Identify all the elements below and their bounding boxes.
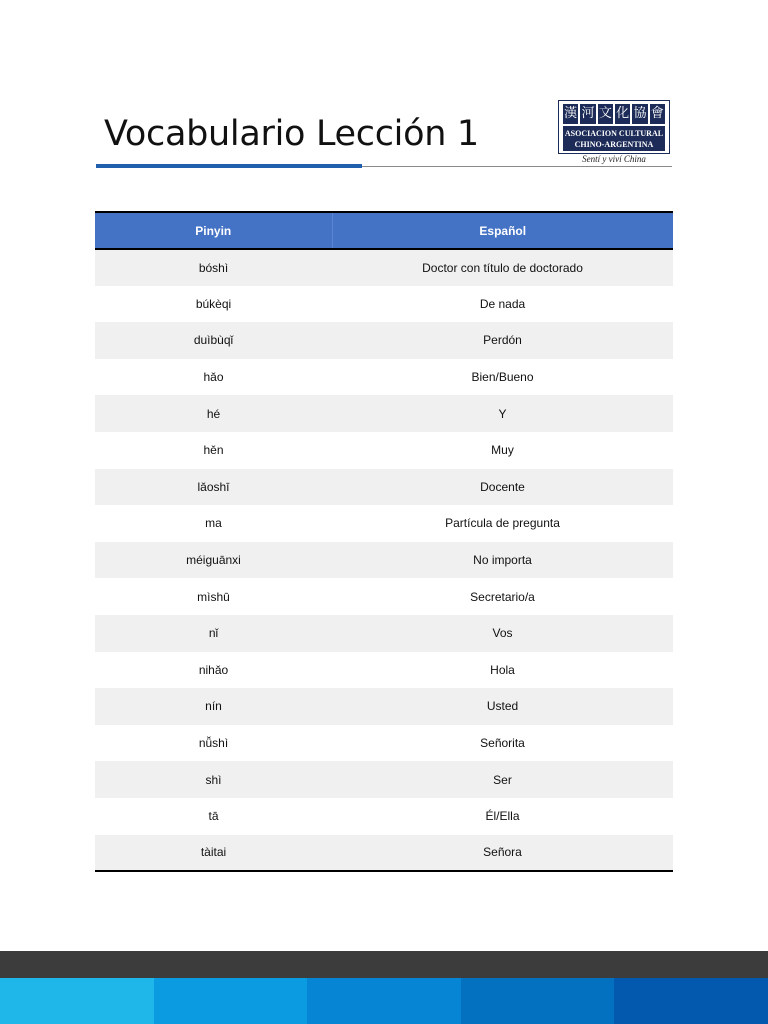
table-row [95,469,673,506]
table-row [95,359,673,396]
logo-char: 協 [632,104,647,124]
table-row [95,835,673,872]
espanol-cell: Partícula de pregunta [332,505,673,542]
espanol-cell: Secretario/a [332,578,673,615]
espanol-cell: De nada [332,286,673,323]
logo-char: 漢 [563,104,578,124]
espanol-cell: Muy [332,432,673,469]
pinyin-cell: nín [95,688,332,725]
footer-blue-segment [614,978,768,1024]
pinyin-cell: shì [95,761,332,798]
logo-frame [558,100,670,154]
logo-line-1: ASOCIACION CULTURAL [564,128,664,138]
footer-blue-segment [307,978,461,1024]
table-row [95,761,673,798]
table-header-row [95,212,673,249]
table-row [95,615,673,652]
table-row [95,725,673,762]
pinyin-cell: ma [95,505,332,542]
espanol-cell: Ser [332,761,673,798]
table-row [95,322,673,359]
pinyin-cell: hǎo [95,359,332,396]
column-header-pinyin: Pinyin [95,212,332,249]
table-row [95,505,673,542]
pinyin-cell: nihǎo [95,652,332,689]
espanol-cell: No importa [332,542,673,579]
table-row [95,395,673,432]
pinyin-cell: nǐ [95,615,332,652]
pinyin-cell: mìshū [95,578,332,615]
footer-blue-band [0,978,768,1024]
espanol-cell: Vos [332,615,673,652]
footer-dark-band [0,951,768,978]
logo-char: 文 [598,104,613,124]
pinyin-cell: tā [95,798,332,835]
pinyin-cell: hé [95,395,332,432]
table-row [95,542,673,579]
espanol-cell: Y [332,395,673,432]
table-body [95,249,673,871]
pinyin-cell: bóshì [95,249,332,286]
pinyin-cell: lǎoshī [95,469,332,506]
espanol-cell: Perdón [332,322,673,359]
espanol-cell: Doctor con título de doctorado [332,249,673,286]
pinyin-cell: tàitai [95,835,332,872]
table-row [95,432,673,469]
espanol-cell: Él/Ella [332,798,673,835]
page-title: Vocabulario Lección 1 [104,114,479,154]
logo-name-band [563,126,665,151]
pinyin-cell: hěn [95,432,332,469]
footer-blue-segment [154,978,308,1024]
footer-blue-segment [461,978,615,1024]
pinyin-cell: búkèqi [95,286,332,323]
footer-blue-segment [0,978,154,1024]
logo-char: 會 [650,104,665,124]
table-row [95,249,673,286]
espanol-cell: Señora [332,835,673,872]
title-accent-bar [96,164,362,168]
espanol-cell: Bien/Bueno [332,359,673,396]
table-row [95,286,673,323]
pinyin-cell: nǚshì [95,725,332,762]
table-row [95,652,673,689]
logo-characters [563,104,665,124]
table-row [95,578,673,615]
espanol-cell: Señorita [332,725,673,762]
association-logo [558,100,670,166]
espanol-cell: Hola [332,652,673,689]
logo-char: 化 [615,104,630,124]
column-header-espanol: Español [332,212,673,249]
pinyin-cell: duìbùqǐ [95,322,332,359]
logo-line-2: CHINO-ARGENTINA [574,139,654,149]
espanol-cell: Docente [332,469,673,506]
logo-char: 河 [580,104,595,124]
pinyin-cell: méiguānxi [95,542,332,579]
espanol-cell: Usted [332,688,673,725]
table-row [95,688,673,725]
table-row [95,798,673,835]
vocabulary-table [95,211,673,872]
logo-tagline: Sentí y viví China [582,154,646,164]
